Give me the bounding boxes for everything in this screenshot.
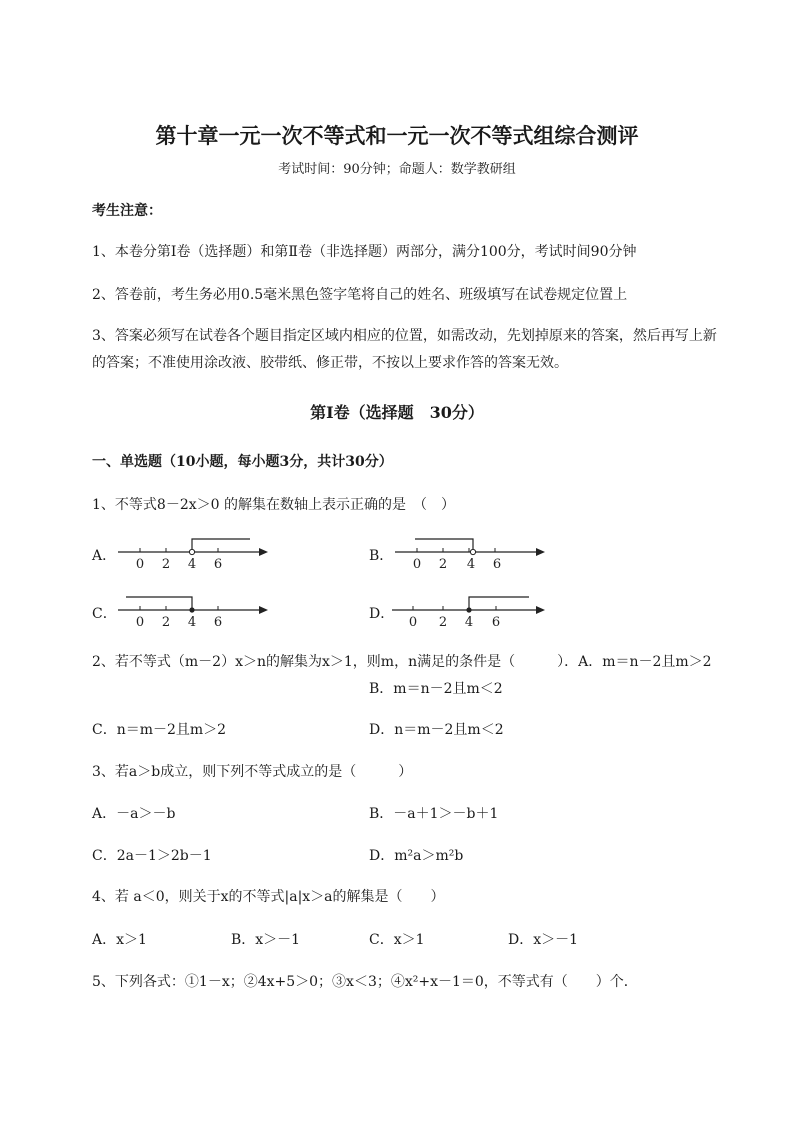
svg-text:4: 4 <box>466 557 476 572</box>
q3-option-b: B．－a＋1＞－b＋1 <box>369 806 499 822</box>
q4-option-c: C．x＞1 <box>369 932 425 948</box>
q2-option-b: B．m＝n－2且m＜2 <box>369 681 503 697</box>
q3-option-a: A．－a＞－b <box>92 806 176 822</box>
svg-text:6: 6 <box>491 615 501 630</box>
notice-item-3: 3、答案必须写在试卷各个题目指定区域内相应的位置，如需改动，先划掉原来的答案，然后再写上新 <box>92 328 717 344</box>
svg-text:6: 6 <box>213 615 223 630</box>
q4-option-d: D．x＞－1 <box>508 932 579 948</box>
svg-text:0: 0 <box>408 615 418 630</box>
q1-option-d-label: D． <box>369 606 395 622</box>
q4-option-a: A．x＞1 <box>92 932 147 948</box>
question-4-stem: 4、若 a＜0，则关于x的不等式|a|x＞a的解集是（ ） <box>92 889 445 905</box>
svg-text:0: 0 <box>412 557 422 572</box>
svg-text:4: 4 <box>187 615 197 630</box>
q4-option-b: B．x＞－1 <box>231 932 301 948</box>
notice-item-2: 2、答卷前，考生务必用0.5毫米黑色签字笔将自己的姓名、班级填写在试卷规定位置上 <box>92 287 628 303</box>
question-1-stem: 1、不等式8－2x＞0 的解集在数轴上表示正确的是 （ ） <box>92 497 455 513</box>
q1-option-c-label: C． <box>92 606 117 622</box>
question-3-stem: 3、若a＞b成立，则下列不等式成立的是（ ） <box>92 764 413 780</box>
part-heading: 一、单选题（10小题，每小题3分，共计30分） <box>92 454 393 470</box>
svg-text:2: 2 <box>438 615 448 630</box>
page-title: 第十章一元一次不等式和一元一次不等式组综合测评 <box>155 123 639 148</box>
section-title: 第I卷（选择题 30分） <box>310 403 484 422</box>
q2-option-d: D．n＝m－2且m＜2 <box>369 722 504 738</box>
exam-info: 考试时间：90分钟；命题人：数学教研组 <box>278 162 516 177</box>
q3-option-c: C．2a－1＞2b－1 <box>92 848 212 864</box>
q1-option-b-label: B． <box>369 548 394 564</box>
q1-option-a-label: A． <box>92 548 117 564</box>
notice-heading: 考生注意： <box>92 203 162 219</box>
q1-option-a-number-line <box>118 536 268 572</box>
q1-option-c-number-line <box>118 594 268 630</box>
svg-text:2: 2 <box>438 557 448 572</box>
q1-option-b-number-line <box>395 536 545 572</box>
svg-text:0: 0 <box>135 615 145 630</box>
svg-text:4: 4 <box>187 557 197 572</box>
svg-text:6: 6 <box>213 557 223 572</box>
q1-option-d-number-line <box>392 594 545 630</box>
notice-item-1: 1、本卷分第I卷（选择题）和第Ⅱ卷（非选择题）两部分，满分100分，考试时间90分钟 <box>92 244 637 260</box>
q2-option-c: C．n＝m－2且m＞2 <box>92 722 227 738</box>
svg-text:2: 2 <box>161 615 171 630</box>
svg-text:0: 0 <box>135 557 145 572</box>
notice-item-3-cont: 的答案；不准使用涂改液、胶带纸、修正带，不按以上要求作答的答案无效。 <box>92 355 568 371</box>
svg-text:2: 2 <box>161 557 171 572</box>
svg-text:4: 4 <box>464 615 474 630</box>
question-5-stem: 5、下列各式：①1－x；②4x+5＞0；③x＜3；④x²+x－1＝0，不等式有（ ）个． <box>92 974 638 990</box>
question-2-stem: 2、若不等式（m－2）x＞n的解集为x＞1，则m，n满足的条件是（ ）．A．m＝n－2且m＞2 <box>92 654 712 670</box>
svg-text:6: 6 <box>492 557 502 572</box>
q3-option-d: D．m²a＞m²b <box>369 848 464 864</box>
